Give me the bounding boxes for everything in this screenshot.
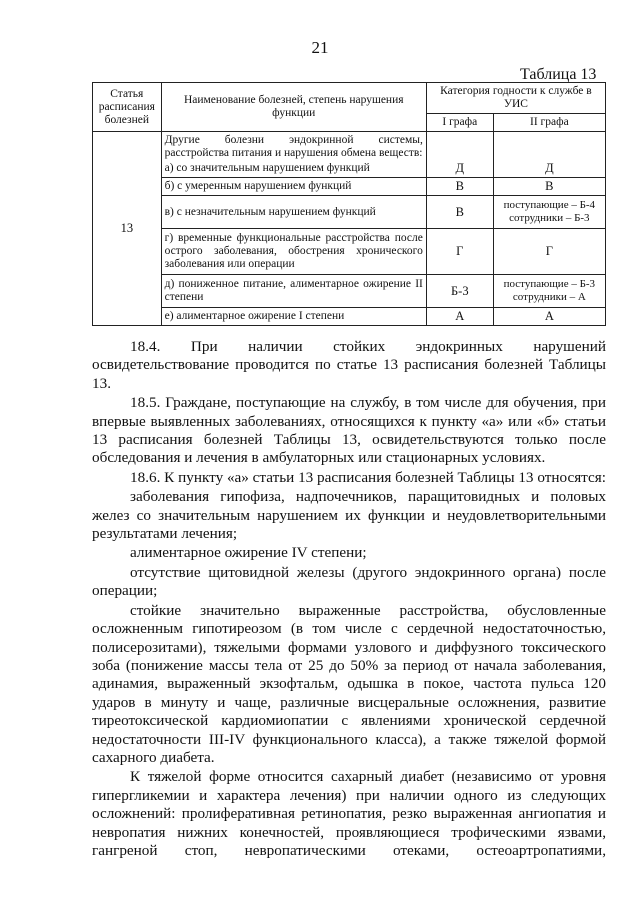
table-row: [93, 132, 606, 161]
body-text: [92, 338, 606, 860]
row-col2: А: [493, 308, 605, 326]
table-intro: Другие болезни эндокринной системы, расстройства питания и нарушения обмена веществ:: [161, 132, 426, 161]
article-number: 13: [93, 132, 162, 326]
table-row: [93, 196, 606, 229]
row-col2: В: [493, 178, 605, 196]
row-col1: Г: [426, 229, 493, 275]
list-item: отсутствие щитовидной железы (другого эндокринного органа) после операции;: [92, 563, 606, 600]
paragraph-18-5: 18.5. Граждане, поступающие на службу, в том числе для обучения, при впервые выявленных заболеваниях, относящихся к пункту «а» или «б» статьи 13 расписания болезней Таблицы 13, освидетельствуются только после обследования и лечения в амбулаторных или стационарных условиях.: [92, 394, 606, 467]
table-header-row: [93, 83, 606, 114]
table-row: [93, 229, 606, 275]
disease-table: [92, 82, 606, 326]
page-number: 21: [311, 38, 329, 57]
row-name: д) пониженное питание, алиментарное ожирение II степени: [161, 275, 426, 308]
row-name: в) с незначительным нарушением функций: [161, 196, 426, 229]
list-item: заболевания гипофиза, надпочечников, паращитовидных и половых желез со значительным нарушением их функции и неудовлетворительными результатами лечения;: [92, 488, 606, 543]
row-name: б) с умеренным нарушением функций: [161, 178, 426, 196]
table-row: [93, 178, 606, 196]
list-item: алиментарное ожирение IV степени;: [130, 544, 367, 562]
row-col1: Б-3: [426, 275, 493, 308]
header-category: Категория годности к службе в УИС: [426, 83, 605, 114]
row-col2: поступающие – Б-4 сотрудники – Б-3: [493, 196, 605, 229]
header-name: Наименование болезней, степень нарушения функции: [161, 83, 426, 132]
row-col2: поступающие – Б-3 сотрудники – А: [493, 275, 605, 308]
row-name: е) алиментарное ожирение I степени: [161, 308, 426, 326]
table-row: [93, 308, 606, 326]
row-col1: В: [426, 196, 493, 229]
row-col2: Д: [493, 160, 605, 178]
table-caption: Таблица 13: [520, 66, 597, 83]
header-col2: II графа: [493, 114, 605, 132]
row-name: г) временные функциональные расстройства после острого заболевания, обострения хронического заболевания или операции: [161, 229, 426, 275]
table-row: [93, 275, 606, 308]
header-article: Статья расписания болезней: [93, 83, 162, 132]
row-col1: В: [426, 178, 493, 196]
paragraph-diabetes: К тяжелой форме относится сахарный диабет (независимо от уровня гипергликемии и характера лечения) при наличии одного из следующих осложнений: пролиферативная ретинопатия, резко выраженная ангиопатия и невропатия нижних конечностей, проявляющиеся трофическими язвами, гангреной стоп, невропатическими отеками, остеоартропатиями,: [92, 768, 606, 859]
row-col2: Г: [493, 229, 605, 275]
table-row: [93, 160, 606, 178]
paragraph-18-6: 18.6. К пункту «а» статьи 13 расписания болезней Таблицы 13 относятся:: [130, 468, 606, 486]
header-col1: I графа: [426, 114, 493, 132]
row-col1: А: [426, 308, 493, 326]
paragraph-18-4: 18.4. При наличии стойких эндокринных нарушений освидетельствование проводится по статье 13 расписания болезней Таблицы 13.: [92, 338, 606, 392]
row-col1: Д: [426, 160, 493, 178]
row-name: а) со значительным нарушением функций: [161, 160, 426, 178]
list-item: стойкие значительно выраженные расстройства, обусловленные осложненным гипотиреозом (в том числе с сердечной недостаточностью, полисерозитами), тяжелыми формами узлового и диффузного токсического зоба (понижение массы тела от 25 до 50% за период от начала заболевания, адинамия, выраженный экзофтальм, одышка в покое, частота пульса 120 ударов в минуту и чаще, различные висцеральные осложнения, развитие тиреотоксической кардиомиопатии с явлениями хронической сердечной недостаточности III-IV функционального класса), а также тяжелой формой сахарного диабета.: [92, 601, 606, 766]
